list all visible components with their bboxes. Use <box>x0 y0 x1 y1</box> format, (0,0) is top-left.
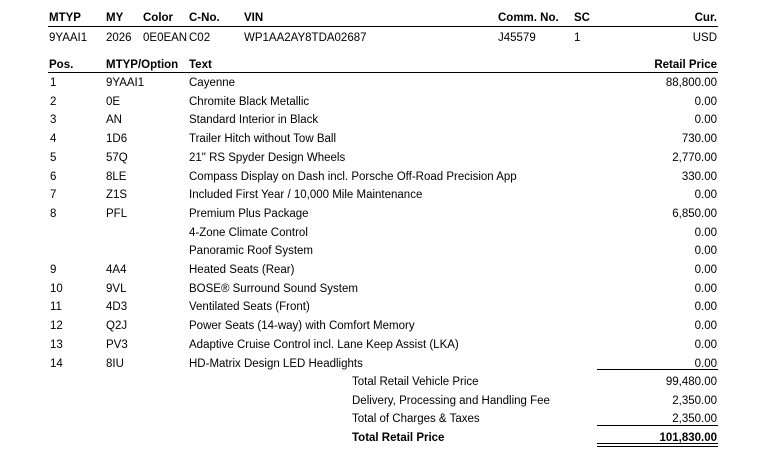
row-position: 9 <box>50 264 57 276</box>
row-option-code: PFL <box>106 208 128 220</box>
row-option-code: Z1S <box>106 189 128 201</box>
row-description: Trailer Hitch without Tow Ball <box>189 133 336 145</box>
subtotal-rule <box>597 369 718 370</box>
row-price: 0.00 <box>694 320 717 332</box>
total-retail-vehicle-price-label: Total Retail Vehicle Price <box>352 376 479 388</box>
my-value: 2026 <box>106 32 132 44</box>
row-price: 0.00 <box>694 301 717 313</box>
row-price: 730.00 <box>681 133 717 145</box>
total-retail-vehicle-price-value: 99,480.00 <box>665 376 717 388</box>
row-position: 2 <box>50 96 57 108</box>
row-price: 0.00 <box>694 114 717 126</box>
row-description: Power Seats (14-way) with Comfort Memory <box>189 320 415 332</box>
row-price: 0.00 <box>694 96 717 108</box>
row-price: 88,800.00 <box>665 77 717 89</box>
row-description: 21" RS Spyder Design Wheels <box>189 152 346 164</box>
row-position: 11 <box>50 301 62 313</box>
row-option-code: 4A4 <box>106 264 127 276</box>
row-description: Compass Display on Dash incl. Porsche Off-Road Precision App <box>189 171 517 183</box>
col-comm-header: Comm. No. <box>498 12 559 24</box>
sc-value: 1 <box>574 32 581 44</box>
row-price: 0.00 <box>694 245 717 257</box>
row-option-code: 57Q <box>106 152 128 164</box>
cur-value: USD <box>692 32 717 44</box>
row-description: Adaptive Cruise Control incl. Lane Keep Assist (LKA) <box>189 339 459 351</box>
col-cur-header: Cur. <box>694 12 717 24</box>
header-divider <box>48 26 718 27</box>
vin-value: WP1AA2AY8TDA02687 <box>244 32 367 44</box>
row-price: 0.00 <box>694 227 717 239</box>
row-description: BOSE® Surround Sound System <box>189 283 358 295</box>
row-position: 1 <box>50 77 57 89</box>
row-price: 330.00 <box>681 171 717 183</box>
row-description: Cayenne <box>189 77 236 89</box>
row-price: 0.00 <box>694 264 717 276</box>
row-position: 14 <box>50 358 63 370</box>
row-position: 7 <box>50 189 57 201</box>
row-position: 10 <box>50 283 63 295</box>
row-description: Chromite Black Metallic <box>189 96 310 108</box>
row-option-code: 8IU <box>106 358 124 370</box>
col-cno-header: C-No. <box>189 12 220 24</box>
cno-value: C02 <box>189 32 211 44</box>
row-price: 0.00 <box>694 358 717 370</box>
row-description: Heated Seats (Rear) <box>189 264 295 276</box>
delivery-fee-value: 2,350.00 <box>672 395 717 407</box>
total-retail-price-label: Total Retail Price <box>352 432 445 444</box>
double-rule-top <box>597 443 718 444</box>
row-price: 0.00 <box>694 339 717 351</box>
col-vin-header: VIN <box>244 12 264 24</box>
col-color-header: Color <box>143 12 174 24</box>
total-charges-taxes-label: Total of Charges & Taxes <box>352 413 480 425</box>
col-sc-header: SC <box>574 12 590 24</box>
total-charges-taxes-value: 2,350.00 <box>672 413 717 425</box>
row-description: Panoramic Roof System <box>189 245 313 257</box>
row-description: Included First Year / 10,000 Mile Maintenance <box>189 189 423 201</box>
row-option-code: 8LE <box>106 171 127 183</box>
row-option-code: 0E <box>106 96 121 108</box>
row-option-code: 1D6 <box>106 133 128 145</box>
row-description: 4-Zone Climate Control <box>189 227 308 239</box>
row-position: 5 <box>50 152 57 164</box>
color-value: 0E0EAN <box>143 32 188 44</box>
row-price: 0.00 <box>694 283 717 295</box>
row-position: 8 <box>50 208 57 220</box>
row-description: Premium Plus Package <box>189 208 309 220</box>
row-option-code: AN <box>106 114 122 126</box>
col-mtyp-header: MTYP <box>49 12 81 24</box>
delivery-fee-label: Delivery, Processing and Handling Fee <box>352 395 550 407</box>
row-position: 13 <box>50 339 63 351</box>
col-text-header: Text <box>189 59 212 71</box>
mtyp-value: 9YAAI1 <box>49 32 88 44</box>
row-position: 3 <box>50 114 57 126</box>
double-rule-bottom <box>597 446 718 447</box>
row-description: Standard Interior in Black <box>189 114 319 126</box>
col-my-header: MY <box>106 12 124 24</box>
table-header-divider <box>48 72 718 73</box>
row-price: 2,770.00 <box>672 152 717 164</box>
row-option-code: 9VL <box>106 283 127 295</box>
row-option-code: 9YAAI1 <box>106 77 145 89</box>
row-price: 6,850.00 <box>672 208 717 220</box>
total-rule <box>597 425 718 426</box>
row-price: 0.00 <box>694 189 717 201</box>
row-option-code: Q2J <box>106 320 128 332</box>
row-description: HD-Matrix Design LED Headlights <box>189 358 363 370</box>
row-position: 6 <box>50 171 57 183</box>
row-position: 4 <box>50 133 57 145</box>
row-description: Ventilated Seats (Front) <box>189 301 310 313</box>
comm-value: J45579 <box>498 32 536 44</box>
col-pos-header: Pos. <box>49 59 74 71</box>
row-position: 12 <box>50 320 63 332</box>
row-option-code: 4D3 <box>106 301 128 313</box>
row-option-code: PV3 <box>106 339 128 351</box>
total-retail-price-value: 101,830.00 <box>659 432 717 444</box>
col-price-header: Retail Price <box>654 59 717 71</box>
col-option-header: MTYP/Option <box>106 59 179 71</box>
